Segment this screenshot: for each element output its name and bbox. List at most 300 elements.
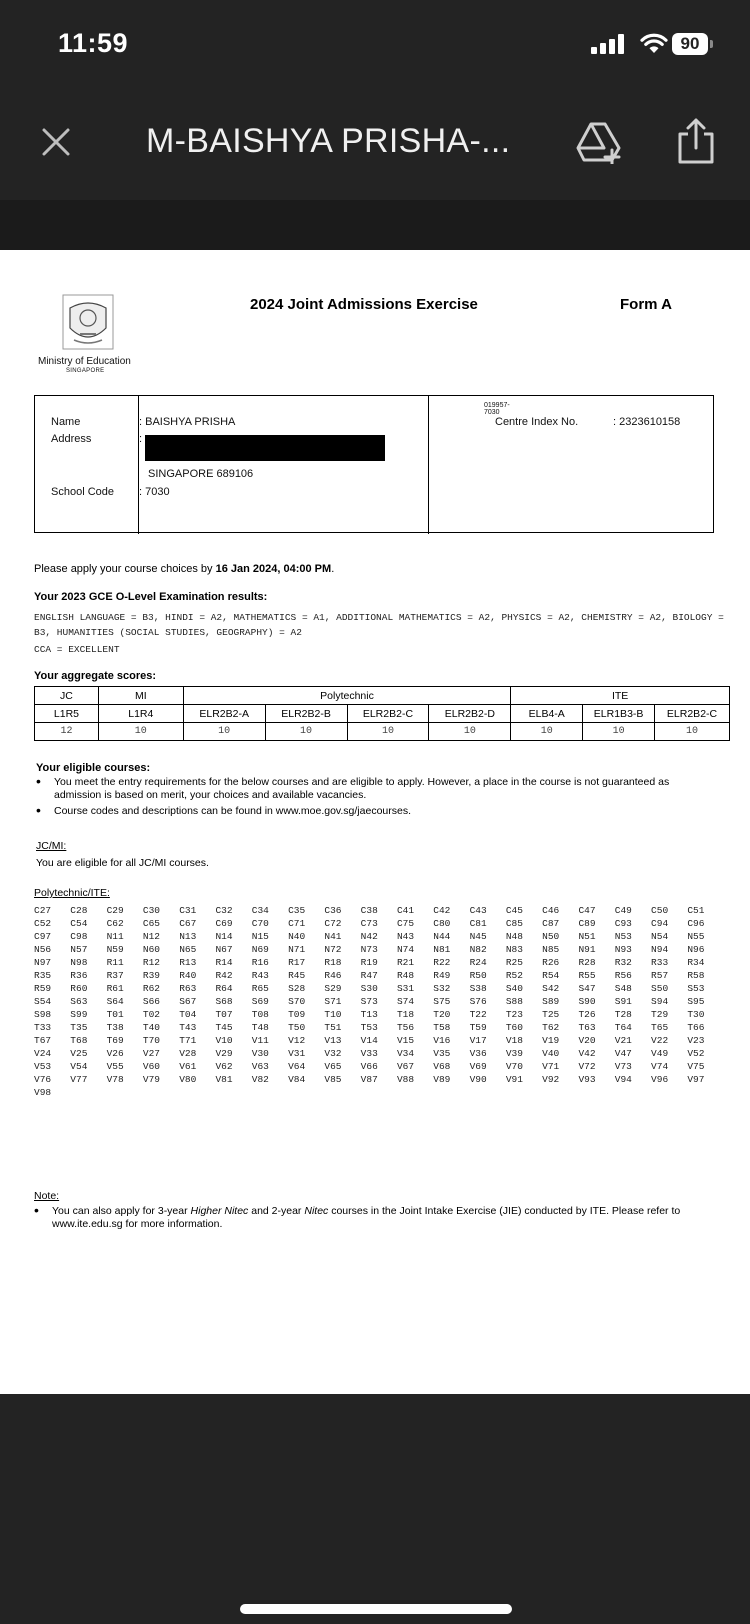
course-code: R17	[288, 957, 306, 968]
course-code: R25	[505, 957, 523, 968]
course-code: V97	[687, 1074, 705, 1085]
course-code: C43	[469, 905, 487, 916]
course-code: V85	[324, 1074, 342, 1085]
group-jc: JC	[35, 687, 99, 705]
course-code: N14	[215, 931, 233, 942]
course-code: N71	[288, 944, 306, 955]
course-code: V78	[106, 1074, 124, 1085]
school-code-value: : 7030	[139, 486, 170, 498]
aggregate-table	[34, 686, 730, 741]
address-colon: :	[139, 433, 143, 445]
home-indicator[interactable]	[240, 1604, 512, 1614]
course-code: T43	[179, 1022, 197, 1033]
column-header: L1R4	[98, 705, 183, 723]
course-code: V17	[469, 1035, 487, 1046]
course-code: S98	[34, 1009, 52, 1020]
course-code: N54	[651, 931, 669, 942]
course-code: N69	[251, 944, 269, 955]
course-code: N81	[433, 944, 451, 955]
column-header: ELR2B2-D	[429, 705, 511, 723]
course-code: V68	[433, 1061, 451, 1072]
course-code: S42	[542, 983, 560, 994]
course-code: S28	[288, 983, 306, 994]
eligible-bullets	[36, 776, 716, 821]
course-code: S91	[614, 996, 632, 1007]
course-code: R48	[396, 970, 415, 981]
column-header: ELR2B2-C	[347, 705, 429, 723]
course-code: V36	[469, 1048, 487, 1059]
course-code: N74	[396, 944, 415, 955]
course-code: C81	[469, 918, 487, 929]
course-code: S69	[251, 996, 269, 1007]
name-label: Name	[51, 416, 81, 428]
course-code: V35	[433, 1048, 451, 1059]
course-code: V18	[505, 1035, 523, 1046]
score-cell: 10	[655, 723, 730, 741]
course-code: T33	[34, 1022, 52, 1033]
course-code: V15	[396, 1035, 415, 1046]
course-code: C94	[651, 918, 669, 929]
course-code: C36	[324, 905, 342, 916]
course-code: V62	[215, 1061, 233, 1072]
course-code: N51	[578, 931, 596, 942]
course-code: T65	[651, 1022, 669, 1033]
polytechnic-ite-heading: Polytechnic/ITE:	[34, 887, 110, 899]
document-title: M-BAISHYA PRISHA-...	[146, 122, 511, 160]
course-code: R34	[687, 957, 705, 968]
status-time: 11:59	[58, 28, 129, 58]
course-code: N82	[469, 944, 487, 955]
course-code: V84	[288, 1074, 306, 1085]
course-code: C80	[433, 918, 451, 929]
document-viewer-toolbar	[0, 92, 750, 200]
course-code: R36	[70, 970, 88, 981]
course-code: V24	[34, 1048, 52, 1059]
course-code: V67	[396, 1061, 415, 1072]
course-code: N65	[179, 944, 197, 955]
course-code: N59	[106, 944, 124, 955]
course-code: R24	[469, 957, 487, 968]
course-code: C35	[288, 905, 306, 916]
course-code: R35	[34, 970, 52, 981]
course-code: R39	[142, 970, 160, 981]
school-code-label: School Code	[51, 486, 114, 498]
course-code: S53	[687, 983, 705, 994]
course-code: S76	[469, 996, 487, 1007]
group-mi: MI	[98, 687, 183, 705]
course-code: N72	[324, 944, 342, 955]
note-list	[34, 1205, 724, 1231]
course-code: T04	[179, 1009, 197, 1020]
course-code: V42	[578, 1048, 596, 1059]
course-code: N93	[614, 944, 632, 955]
course-code: V61	[179, 1061, 197, 1072]
course-code: T62	[542, 1022, 560, 1033]
course-code: R50	[469, 970, 487, 981]
course-code: S74	[396, 996, 415, 1007]
course-code: R64	[215, 983, 233, 994]
course-code: N67	[215, 944, 233, 955]
course-code: C98	[70, 931, 88, 942]
course-code: N44	[433, 931, 451, 942]
course-code: C50	[651, 905, 669, 916]
course-code: C85	[505, 918, 523, 929]
course-code: V13	[324, 1035, 342, 1046]
score-cell: 10	[98, 723, 183, 741]
course-code: R16	[251, 957, 269, 968]
course-code: T38	[106, 1022, 124, 1033]
course-code: N12	[142, 931, 160, 942]
course-code: V23	[687, 1035, 705, 1046]
status-bar	[0, 0, 750, 92]
course-code: V29	[215, 1048, 233, 1059]
course-code: R32	[614, 957, 632, 968]
course-code: V89	[433, 1074, 451, 1085]
course-code: R60	[70, 983, 88, 994]
course-code: R49	[433, 970, 451, 981]
viewer-bottom-area	[0, 1394, 750, 1624]
redacted-address	[145, 435, 385, 461]
course-code: R59	[34, 983, 52, 994]
course-code: T64	[614, 1022, 632, 1033]
group-ite: ITE	[511, 687, 730, 705]
course-code: R26	[542, 957, 560, 968]
course-code: C28	[70, 905, 88, 916]
course-code: T02	[142, 1009, 160, 1020]
course-code: V40	[542, 1048, 560, 1059]
document-page[interactable]	[0, 250, 750, 1394]
course-code: R37	[106, 970, 124, 981]
course-code: N13	[179, 931, 197, 942]
course-code: V72	[578, 1061, 596, 1072]
course-code: N83	[505, 944, 523, 955]
course-code: T35	[70, 1022, 88, 1033]
address-line: SINGAPORE 689106	[148, 468, 254, 480]
course-code: C49	[614, 905, 632, 916]
course-code: C54	[70, 918, 88, 929]
share-icon[interactable]	[676, 116, 716, 166]
course-code: C46	[542, 905, 560, 916]
course-code: V80	[179, 1074, 197, 1085]
course-code: C87	[542, 918, 560, 929]
course-code: R42	[215, 970, 233, 981]
course-code: C30	[142, 905, 160, 916]
course-code: V31	[288, 1048, 306, 1059]
course-code: S48	[614, 983, 632, 994]
course-code: S50	[651, 983, 669, 994]
course-code: R45	[288, 970, 306, 981]
course-code: S66	[142, 996, 160, 1007]
column-header: ELR2B2-C	[655, 705, 730, 723]
course-code: S70	[288, 996, 306, 1007]
course-code: V87	[360, 1074, 378, 1085]
course-code: S64	[106, 996, 124, 1007]
course-code: S89	[542, 996, 560, 1007]
course-code: T58	[433, 1022, 451, 1033]
course-code: V69	[469, 1061, 487, 1072]
course-code: N11	[106, 931, 124, 942]
course-code: C34	[251, 905, 269, 916]
course-code: V82	[251, 1074, 269, 1085]
course-code: V74	[651, 1061, 669, 1072]
course-code: T67	[34, 1035, 52, 1046]
course-code: S29	[324, 983, 342, 994]
course-code: C42	[433, 905, 451, 916]
centre-index-value: : 2323610158	[613, 416, 681, 428]
course-code: V16	[433, 1035, 451, 1046]
group-polytechnic: Polytechnic	[183, 687, 511, 705]
course-code: R43	[251, 970, 269, 981]
column-header: ELB4-A	[511, 705, 583, 723]
course-code: T70	[142, 1035, 160, 1046]
course-code: V93	[578, 1074, 596, 1085]
name-value: : BAISHYA PRISHA	[139, 416, 236, 428]
course-code: T53	[360, 1022, 378, 1033]
centre-index-label: Centre Index No.	[495, 416, 579, 428]
course-code: V90	[469, 1074, 487, 1085]
course-code: T50	[288, 1022, 306, 1033]
course-code: N91	[578, 944, 596, 955]
course-code: R52	[505, 970, 523, 981]
course-code: V22	[651, 1035, 669, 1046]
course-code: V54	[70, 1061, 88, 1072]
course-code: C96	[687, 918, 705, 929]
course-code: N96	[687, 944, 705, 955]
course-code: V10	[215, 1035, 233, 1046]
course-code: V53	[34, 1061, 52, 1072]
deadline-text: Please apply your course choices by 16 Jan 2024, 04:00 PM.	[34, 563, 335, 575]
course-code: C71	[288, 918, 306, 929]
course-code: T69	[106, 1035, 124, 1046]
course-code: N40	[288, 931, 306, 942]
course-code: V75	[687, 1061, 705, 1072]
jc-mi-text: You are eligible for all JC/MI courses.	[36, 857, 209, 869]
course-code: V30	[251, 1048, 269, 1059]
course-code: R55	[578, 970, 596, 981]
course-code: C72	[324, 918, 342, 929]
column-header: L1R5	[35, 705, 99, 723]
course-code: R46	[324, 970, 342, 981]
score-cell: 12	[35, 723, 99, 741]
course-code: R63	[179, 983, 197, 994]
course-code: V11	[251, 1035, 269, 1046]
course-code: C47	[578, 905, 596, 916]
close-icon[interactable]	[36, 122, 76, 162]
reference-number: 019957-7030	[484, 402, 510, 416]
course-code: T63	[578, 1022, 596, 1033]
course-code: R54	[542, 970, 560, 981]
course-code: T71	[179, 1035, 197, 1046]
course-code: C89	[578, 918, 596, 929]
course-code: V98	[34, 1087, 52, 1098]
course-code: V96	[651, 1074, 669, 1085]
course-code: S73	[360, 996, 378, 1007]
course-code: N98	[70, 957, 88, 968]
course-code: S88	[505, 996, 523, 1007]
course-code: V66	[360, 1061, 378, 1072]
course-code: S63	[70, 996, 88, 1007]
course-code: N53	[614, 931, 632, 942]
course-code: S99	[70, 1009, 88, 1020]
cca-text: CCA = EXCELLENT	[34, 644, 120, 655]
course-code: C62	[106, 918, 124, 929]
course-code: R12	[142, 957, 160, 968]
course-code: C69	[215, 918, 233, 929]
column-header: ELR2B2-B	[265, 705, 347, 723]
course-code: V92	[542, 1074, 560, 1085]
course-code: C52	[34, 918, 52, 929]
document-heading: 2024 Joint Admissions Exercise	[250, 296, 478, 313]
course-code: T01	[106, 1009, 124, 1020]
course-code: V70	[505, 1061, 523, 1072]
list-item: • Course codes and descriptions can be found in www.moe.gov.sg/jaecourses.	[36, 805, 716, 818]
course-code: R47	[360, 970, 378, 981]
toolbar-divider	[0, 200, 750, 250]
course-code: V28	[179, 1048, 197, 1059]
course-code: N48	[505, 931, 523, 942]
course-code: T68	[70, 1035, 88, 1046]
course-code: S67	[179, 996, 197, 1007]
course-code: R14	[215, 957, 233, 968]
wifi-icon	[640, 33, 668, 55]
course-code: N85	[542, 944, 560, 955]
course-code: N50	[542, 931, 560, 942]
aggregate-heading: Your aggregate scores:	[34, 670, 157, 682]
course-code: T25	[542, 1009, 560, 1020]
course-code: V14	[360, 1035, 378, 1046]
column-header: ELR1B3-B	[583, 705, 655, 723]
course-code: C31	[179, 905, 197, 916]
course-code: C51	[687, 905, 705, 916]
course-code: C70	[251, 918, 269, 929]
course-code: S47	[578, 983, 596, 994]
course-code: T51	[324, 1022, 342, 1033]
course-code: V19	[542, 1035, 560, 1046]
course-code: S40	[505, 983, 523, 994]
course-code: R65	[251, 983, 269, 994]
course-code: T56	[396, 1022, 415, 1033]
score-cell: 10	[183, 723, 265, 741]
course-code: T23	[505, 1009, 523, 1020]
form-label: Form A	[620, 296, 672, 313]
course-code: T09	[288, 1009, 306, 1020]
course-code: T22	[469, 1009, 487, 1020]
course-code: S32	[433, 983, 451, 994]
moe-crest-logo	[62, 294, 114, 350]
note-heading: Note:	[34, 1190, 60, 1202]
course-code: V76	[34, 1074, 52, 1085]
course-code: V55	[106, 1061, 124, 1072]
course-code: V63	[251, 1061, 269, 1072]
course-code: R28	[578, 957, 596, 968]
course-code: T29	[651, 1009, 669, 1020]
address-label: Address	[51, 433, 92, 445]
course-code: V65	[324, 1061, 342, 1072]
course-code: T20	[433, 1009, 451, 1020]
course-code: T30	[687, 1009, 705, 1020]
course-code: T18	[396, 1009, 415, 1020]
list-item: • You can also apply for 3-year Higher Nitec and 2-year Nitec courses in the Joint Intake Exercise (JIE) conducted by ITE. Please refer to www.ite.edu.sg for more information.	[34, 1205, 724, 1231]
course-code: V21	[614, 1035, 632, 1046]
course-code: V52	[687, 1048, 705, 1059]
course-code: S31	[396, 983, 415, 994]
course-code: R58	[687, 970, 705, 981]
course-code: R11	[106, 957, 124, 968]
course-code: V77	[70, 1074, 88, 1085]
deadline-date: 16 Jan 2024, 04:00 PM	[215, 563, 332, 575]
course-code: V94	[614, 1074, 632, 1085]
course-code: R22	[433, 957, 451, 968]
course-code: R57	[651, 970, 669, 981]
course-code: T10	[324, 1009, 342, 1020]
course-code: V47	[614, 1048, 632, 1059]
course-code: T08	[251, 1009, 269, 1020]
course-code: T60	[505, 1022, 523, 1033]
results-heading: Your 2023 GCE O-Level Examination results:	[34, 591, 268, 603]
course-code: V34	[396, 1048, 415, 1059]
course-code: R33	[651, 957, 669, 968]
candidate-info-box	[34, 395, 714, 533]
course-code: T13	[360, 1009, 378, 1020]
course-code: V27	[142, 1048, 160, 1059]
course-code: C38	[360, 905, 378, 916]
course-code: V91	[505, 1074, 523, 1085]
course-code: N56	[34, 944, 52, 955]
score-cell: 10	[265, 723, 347, 741]
course-code: N43	[396, 931, 415, 942]
course-code: C75	[396, 918, 415, 929]
course-code: C45	[505, 905, 523, 916]
course-code: V88	[396, 1074, 415, 1085]
add-to-drive-icon[interactable]	[576, 120, 622, 164]
course-code: V60	[142, 1061, 160, 1072]
course-code: R56	[614, 970, 632, 981]
course-code: N94	[651, 944, 669, 955]
course-code: V32	[324, 1048, 342, 1059]
battery-icon: 90	[672, 33, 708, 55]
course-code: S75	[433, 996, 451, 1007]
course-code: C73	[360, 918, 378, 929]
course-code: C97	[34, 931, 52, 942]
course-code: S95	[687, 996, 705, 1007]
course-code: C67	[179, 918, 197, 929]
course-code: S68	[215, 996, 233, 1007]
course-code: C32	[215, 905, 233, 916]
course-code: C65	[142, 918, 160, 929]
score-cell: 10	[429, 723, 511, 741]
course-code: N45	[469, 931, 487, 942]
course-code: C29	[106, 905, 124, 916]
course-code: T07	[215, 1009, 233, 1020]
ministry-country: SINGAPORE	[66, 368, 105, 374]
course-code: S94	[651, 996, 669, 1007]
course-code: T40	[142, 1022, 160, 1033]
course-code: V33	[360, 1048, 378, 1059]
course-code: T28	[614, 1009, 632, 1020]
course-code: V25	[70, 1048, 88, 1059]
course-code: N97	[34, 957, 52, 968]
course-code: N57	[70, 944, 88, 955]
score-cell: 10	[347, 723, 429, 741]
course-code: V79	[142, 1074, 160, 1085]
course-code: R18	[324, 957, 342, 968]
jc-mi-heading: JC/MI:	[36, 840, 67, 852]
course-code: R21	[396, 957, 415, 968]
list-item: • You meet the entry requirements for the below courses and are eligible to apply. However, a place in the course is not guaranteed as admission is based on merit, your choices and available vacancies.	[36, 776, 716, 802]
score-cell: 10	[583, 723, 655, 741]
course-code: S30	[360, 983, 378, 994]
course-code: C41	[396, 905, 415, 916]
